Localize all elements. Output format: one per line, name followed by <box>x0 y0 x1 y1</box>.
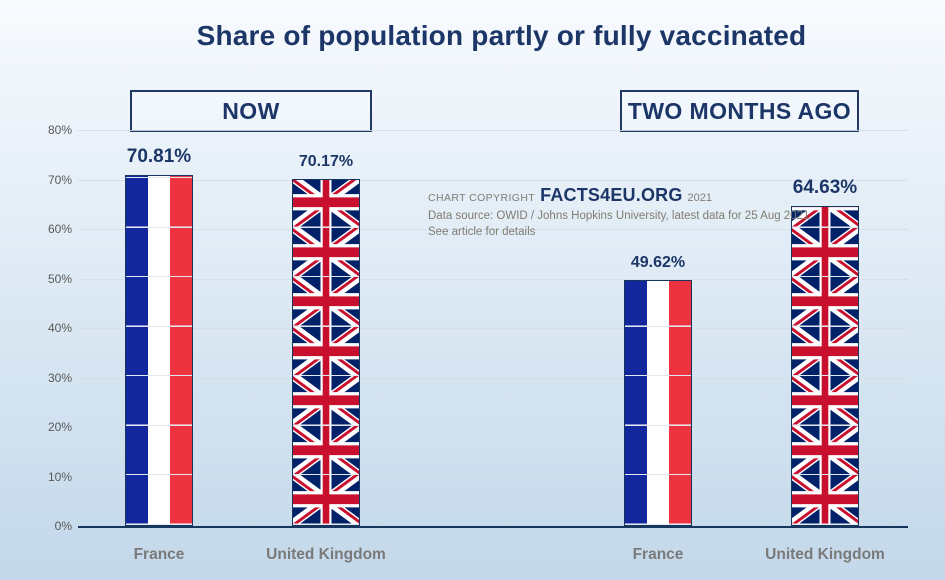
uk-flag-tile <box>293 277 359 327</box>
france-flag-tile <box>625 280 691 327</box>
see-article-note: See article for details <box>428 225 536 238</box>
uk-flag-tile <box>293 327 359 377</box>
y-axis-tick-50%: 50% <box>47 271 72 286</box>
france-flag-tile <box>126 475 192 525</box>
uk-flag-tile <box>792 376 858 426</box>
france-flag-tile <box>126 178 192 228</box>
uk-flag-tile <box>792 277 858 327</box>
data-source-note: Data source: OWID / Johns Hopkins University, latest data for 25 Aug 2021 <box>428 209 810 222</box>
y-axis-tick-80%: 80% <box>47 123 72 137</box>
france-flag-tile <box>126 376 192 426</box>
x-axis-label-united-kingdom: United Kingdom <box>266 546 386 563</box>
uk-flag-tile <box>293 179 359 228</box>
y-axis-tick-20%: 20% <box>47 420 72 434</box>
group-header-now: NOW <box>130 90 372 132</box>
uk-flag-tile <box>293 426 359 476</box>
copyright-brand: FACTS4EU.ORG <box>540 185 683 205</box>
france-flag-tile <box>126 228 192 278</box>
x-axis-label-france: France <box>133 546 185 563</box>
gridline-80% <box>78 130 908 131</box>
copyright-year: 2021 <box>687 192 713 204</box>
france-flag-tile <box>625 475 691 525</box>
x-axis-line <box>78 526 908 528</box>
france-flag-tile <box>625 426 691 476</box>
gridline-40% <box>78 328 908 329</box>
group-header-two-months-ago: TWO MONTHS AGO <box>620 90 859 132</box>
bar-united-kingdom <box>791 206 859 526</box>
page-title: Share of population partly or fully vaccinated <box>196 20 807 51</box>
y-axis-tick-10%: 10% <box>47 469 72 484</box>
france-flag-tile <box>126 426 192 476</box>
value-label-70.81%: 70.81% <box>126 146 192 168</box>
copyright-prefix: CHART COPYRIGHT <box>428 192 536 204</box>
y-axis-tick-30%: 30% <box>47 370 72 385</box>
bar-france <box>624 280 692 526</box>
uk-flag-tile <box>792 327 858 377</box>
value-label-70.17%: 70.17% <box>298 152 354 170</box>
uk-flag-tile <box>293 475 359 525</box>
uk-flag-tile <box>792 426 858 476</box>
y-axis-tick-0%: 0% <box>54 519 72 533</box>
gridline-20% <box>78 427 908 428</box>
y-axis-tick-60%: 60% <box>47 222 72 236</box>
france-flag-tile <box>625 376 691 426</box>
uk-flag-tile <box>293 228 359 278</box>
y-axis-tick-40%: 40% <box>47 321 72 335</box>
value-label-49.62%: 49.62% <box>630 254 686 272</box>
y-axis-tick-70%: 70% <box>47 172 72 187</box>
bar-united-kingdom <box>292 179 360 526</box>
copyright-block <box>428 184 809 239</box>
france-flag-tile <box>126 277 192 327</box>
france-flag-tile <box>625 327 691 377</box>
gridline-30% <box>78 378 908 379</box>
x-axis-label-united-kingdom: United Kingdom <box>765 546 885 563</box>
x-axis-label-france: France <box>632 546 684 563</box>
uk-flag-tile <box>792 475 858 525</box>
france-flag-tile <box>126 327 192 377</box>
gridline-10% <box>78 477 908 478</box>
gridline-50% <box>78 279 908 280</box>
bar-france <box>125 175 193 526</box>
uk-flag-tile <box>293 376 359 426</box>
value-label-64.63%: 64.63% <box>792 177 858 199</box>
